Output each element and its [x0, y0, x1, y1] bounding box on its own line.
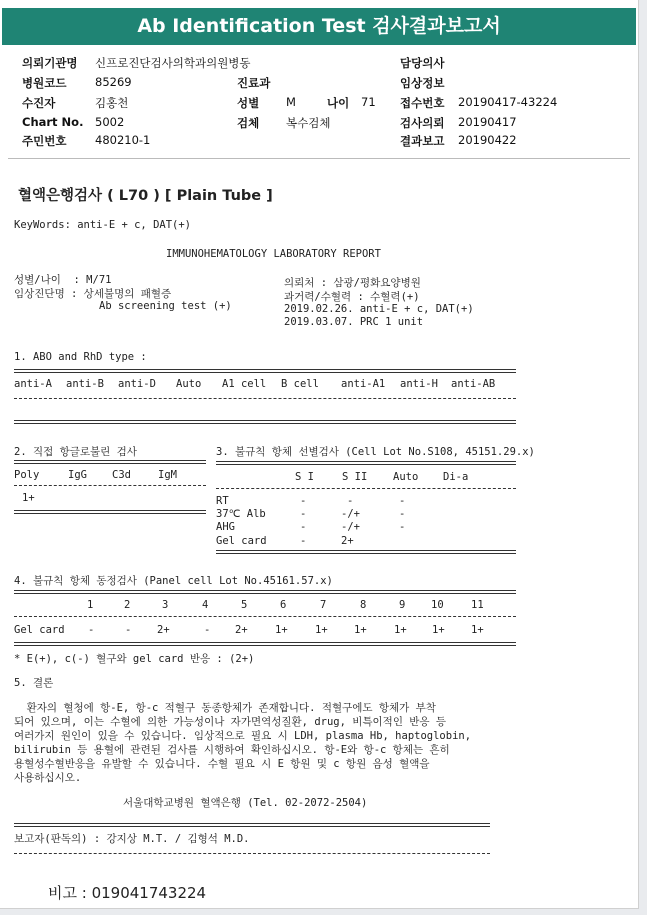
header-label-request-date: 검사의뢰 [400, 116, 445, 130]
report-title: Ab Identification Test 검사결과보고서 [2, 8, 636, 45]
panel-row-label: Gel card [14, 624, 65, 636]
conclusion-line: 여러가지 원인이 있을 수 있습니다. 임상적으로 필요 시 LDH, plasma Hb, haptoglobin, [14, 730, 472, 742]
panel-cell: 1+ [394, 624, 407, 636]
history-entry-2: 2019.03.07. PRC 1 unit [284, 316, 424, 328]
screen-title: 3. 불규칙 항체 선별검사 (Cell Lot No.S108, 45151.29.x) [216, 446, 535, 458]
panel-cell: 2+ [157, 624, 170, 636]
screen-cell: - [399, 495, 406, 507]
screen-cell: - [300, 495, 307, 507]
screen-row-label: Gel card [216, 535, 267, 547]
dat-col: IgG [68, 469, 87, 481]
screen-bottom-rule [216, 550, 516, 554]
screen-col: S II [342, 471, 368, 483]
panel-cell: - [204, 624, 211, 636]
panel-bottom-rule [14, 642, 516, 646]
screen-cell: - [300, 535, 307, 547]
conclusion-line: 용혈성수혈반응을 유발할 수 있습니다. 수혈 필요 시 E 항원 및 c 항원 음성 혈액을 [14, 758, 430, 770]
screen-row-label: RT [216, 495, 229, 507]
screen-top-rule [216, 461, 516, 465]
screen-cell: -/+ [341, 508, 360, 520]
conclusion-line: 환자의 혈청에 항-E, 항-c 적혈구 동종항체가 존재합니다. 적혈구에도 항체가 부착 [14, 702, 436, 714]
panel-col: 9 [399, 599, 406, 611]
header-divider [8, 158, 630, 159]
screen-cell: 2+ [341, 535, 354, 547]
referral: 의뢰처 : 삼광/평화요양병원 [284, 277, 421, 289]
abo-col: Auto [176, 378, 202, 390]
header-value-specimen: 복수검체 [286, 116, 331, 130]
panel-col: 11 [471, 599, 484, 611]
screen-col: S I [295, 471, 314, 483]
reporter-top-rule [14, 823, 490, 827]
abo-top-rule [14, 369, 516, 373]
panel-cell: 1+ [275, 624, 288, 636]
panel-title: 4. 불규칙 항체 동정검사 (Panel cell Lot No.45161.57.x) [14, 575, 333, 587]
header-label-institution: 의뢰기관명 [22, 56, 78, 70]
screen-row-label: AHG [216, 521, 235, 533]
panel-cell: 2+ [235, 624, 248, 636]
screen-cell: - [399, 508, 406, 520]
header-label-doctor: 담당의사 [400, 56, 445, 70]
panel-col: 8 [360, 599, 367, 611]
abo-col: anti-D [118, 378, 156, 390]
panel-cell: 1+ [471, 624, 484, 636]
panel-top-rule [14, 590, 516, 594]
history-entry-1: 2019.02.26. anti-E + c, DAT(+) [284, 303, 474, 315]
screen-cell: - [399, 521, 406, 533]
dat-title: 2. 직접 항글로불린 검사 [14, 446, 137, 458]
screen-cell: - [300, 508, 307, 520]
section-title: 혈액은행검사 ( L70 ) [ Plain Tube ] [18, 188, 273, 204]
panel-col: 2 [124, 599, 131, 611]
panel-col: 4 [202, 599, 209, 611]
header-value-report-date: 20190422 [458, 133, 517, 147]
header-label-sex: 성별 [237, 96, 260, 110]
header-value-patient: 김홍천 [95, 96, 129, 110]
header-label-resident-no: 주민번호 [22, 134, 67, 148]
header-label-receipt-no: 접수번호 [400, 96, 445, 110]
panel-col: 3 [162, 599, 169, 611]
header-value-chart-no: 5002 [95, 115, 125, 129]
conclusion-line: bilirubin 등 용혈에 관련된 검사를 시행하여 확인하십시오. 항-E와 항-c 항체는 흔히 [14, 744, 450, 756]
conclusion-title: 5. 결론 [14, 677, 54, 689]
abo-col: anti-A [14, 378, 52, 390]
header-value-age: 71 [361, 95, 376, 109]
header-label-specimen: 검체 [237, 116, 260, 130]
panel-cell: - [88, 624, 95, 636]
remark: 비고 : 019041743224 [48, 884, 207, 902]
header-label-patient: 수진자 [22, 96, 56, 110]
dat-value-poly: 1+ [22, 492, 35, 504]
screen-col: Auto [393, 471, 419, 483]
screen-cell: -/+ [341, 521, 360, 533]
dat-col: C3d [112, 469, 131, 481]
abo-col: anti-A1 [341, 378, 386, 390]
header-label-clinical-info: 임상정보 [400, 76, 445, 90]
panel-cell: - [125, 624, 132, 636]
abo-col: A1 cell [222, 378, 267, 390]
screen-row-label: 37℃ Alb [216, 508, 266, 520]
keywords: KeyWords: anti-E + c, DAT(+) [14, 219, 192, 231]
screen-col: Di-a [443, 471, 469, 483]
diagnosis-value: Ab screening test (+) [99, 300, 232, 312]
header-value-hospital-code: 85269 [95, 75, 132, 89]
institution-contact: 서울대학교병원 혈액은행 (Tel. 02-2072-2504) [123, 797, 368, 809]
report-heading: IMMUNOHEMATOLOGY LABORATORY REPORT [166, 248, 381, 260]
dat-col: Poly [14, 469, 40, 481]
header-label-age: 나이 [327, 96, 350, 110]
abo-col: B cell [281, 378, 319, 390]
header-label-department: 진료과 [237, 76, 271, 90]
header-value-receipt-no: 20190417-43224 [458, 95, 558, 109]
header-value-request-date: 20190417 [458, 115, 517, 129]
screen-mid-rule [216, 488, 516, 489]
transfusion-history: 과거력/수혈력 : 수혈력(+) [284, 291, 420, 303]
panel-col: 6 [280, 599, 287, 611]
panel-cell: 1+ [315, 624, 328, 636]
dat-mid-rule [14, 485, 206, 486]
panel-col: 10 [431, 599, 444, 611]
abo-col: anti-H [400, 378, 438, 390]
reporter-bottom-rule [14, 853, 490, 854]
diagnosis: 임상진단명 : 상세불명의 패혈증 [14, 288, 172, 300]
sex-age: 성별/나이 : M/71 [14, 274, 112, 286]
panel-note: * E(+), c(-) 혈구와 gel card 반응 : (2+) [14, 653, 255, 665]
header-label-report-date: 결과보고 [400, 134, 445, 148]
panel-col: 5 [241, 599, 248, 611]
screen-cell: - [300, 521, 307, 533]
dat-top-rule [14, 460, 206, 464]
panel-col: 7 [320, 599, 327, 611]
conclusion-line: 사용하십시오. [14, 772, 82, 784]
header-value-resident-no: 480210-1 [95, 133, 151, 147]
conclusion-line: 되어 있으며, 이는 수혈에 의한 가능성이나 자가면역성질환, drug, 비특이적인 반응 등 [14, 716, 447, 728]
screen-cell: - [347, 495, 354, 507]
header-label-chart-no: Chart No. [22, 115, 84, 129]
header-value-institution: 신프로진단검사의학과의원병동 [95, 56, 251, 70]
panel-cell: 1+ [432, 624, 445, 636]
dat-bottom-rule [14, 510, 206, 514]
header-value-sex: M [286, 95, 296, 109]
abo-col: anti-B [66, 378, 104, 390]
abo-bottom-rule [14, 420, 516, 424]
dat-col: IgM [158, 469, 177, 481]
abo-title: 1. ABO and RhD type : [14, 351, 147, 363]
panel-cell: 1+ [354, 624, 367, 636]
abo-col: anti-AB [451, 378, 496, 390]
panel-mid-rule [14, 616, 516, 617]
header-label-hospital-code: 병원코드 [22, 76, 67, 90]
reporter: 보고자(판독의) : 강지상 M.T. / 김형석 M.D. [14, 833, 250, 845]
panel-col: 1 [87, 599, 94, 611]
abo-mid-rule [14, 398, 516, 399]
